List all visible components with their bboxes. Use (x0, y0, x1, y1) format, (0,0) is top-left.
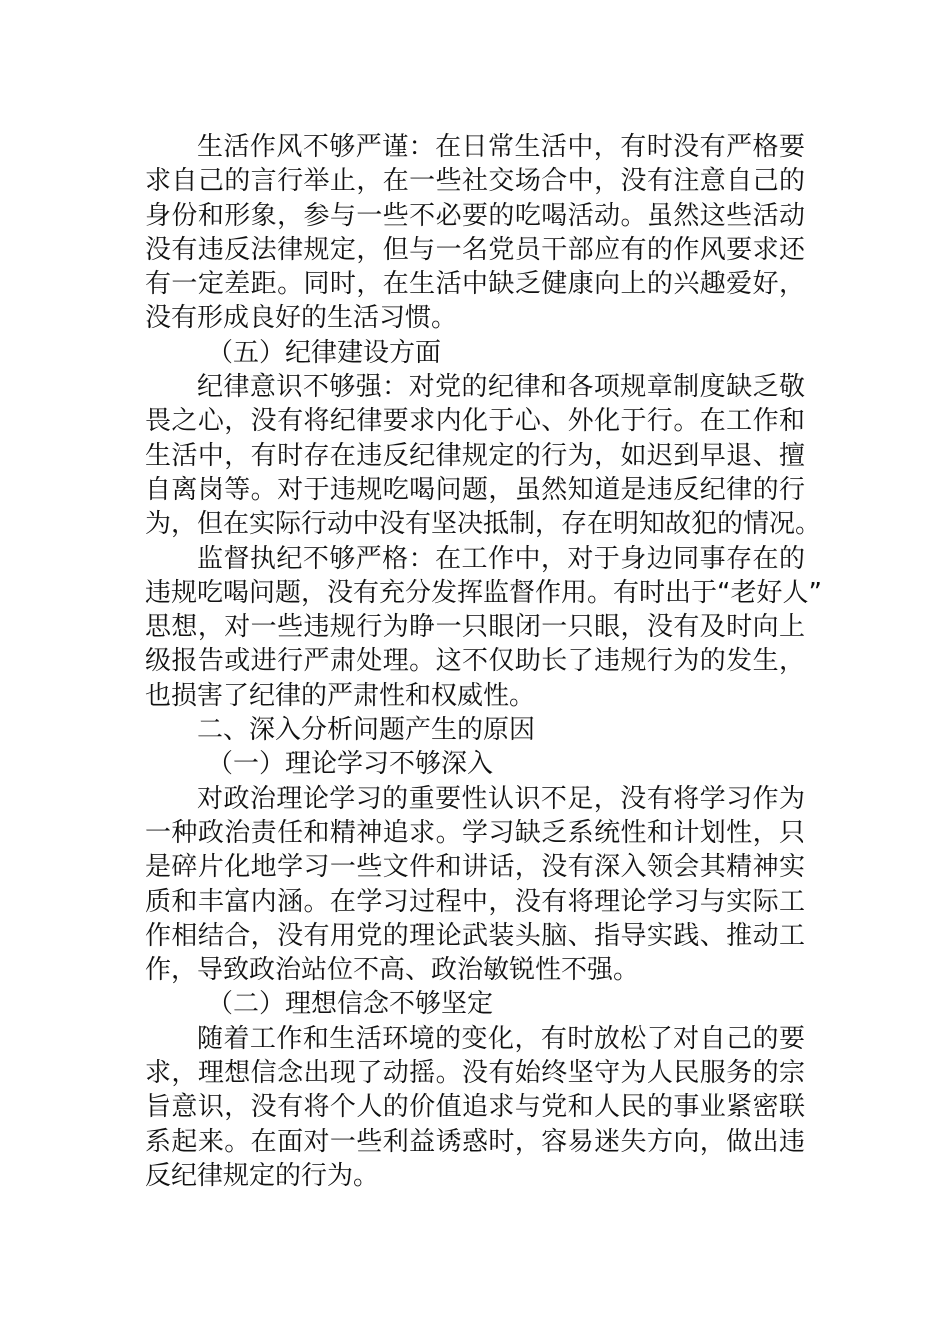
paragraph-line: 生活中，有时存在违反纪律规定的行为，如迟到早退、擅 (145, 440, 805, 471)
paragraph-line: 也损害了纪律的严肃性和权威性。 (145, 680, 536, 711)
paragraph-line: 有一定差距。同时，在生活中缺乏健康向上的兴趣爱好， (145, 269, 805, 300)
paragraph-line: 求，理想信念出现了动摇。没有始终坚守为人民服务的宗 (145, 1058, 805, 1089)
section-heading: 二、深入分析问题产生的原因 (197, 715, 536, 746)
paragraph-line: 是碎片化地学习一些文件和讲话，没有深入领会其精神实 (145, 852, 805, 883)
paragraph-line: 没有违反法律规定，但与一名党员干部应有的作风要求还 (145, 234, 805, 265)
paragraph-line: 旨意识，没有将个人的价值追求与党和人民的事业紧密联 (145, 1092, 805, 1123)
paragraph-line: 一种政治责任和精神追求。学习缺乏系统性和计划性，只 (145, 817, 805, 848)
subsection-heading: （一）理论学习不够深入 (207, 749, 494, 780)
paragraph-line: 身份和形象，参与一些不必要的吃喝活动。虽然这些活动 (145, 200, 805, 231)
section-heading: （五）纪律建设方面 (207, 337, 442, 368)
paragraph-line: 生活作风不够严谨：在日常生活中，有时没有严格要 (197, 132, 805, 162)
document-page (145, 130, 822, 1193)
paragraph-line: 思想，对一些违规行为睁一只眼闭一只眼，没有及时向上 (145, 612, 805, 643)
paragraph-line: 作，导致政治站位不高、政治敏锐性不强。 (145, 955, 640, 986)
paragraph-line: 违规吃喝问题，没有充分发挥监督作用。有时出于“老好人” (145, 577, 822, 608)
paragraph-line: 自离岗等。对于违规吃喝问题，虽然知道是违反纪律的行 (145, 474, 805, 505)
paragraph-line: 系起来。在面对一些利益诱惑时，容易迷失方向，做出违 (145, 1126, 805, 1157)
paragraph-line: 为，但在实际行动中没有坚决抵制，存在明知故犯的情况。 (145, 509, 822, 540)
paragraph-line: 质和丰富内涵。在学习过程中，没有将理论学习与实际工 (145, 886, 805, 917)
paragraph-line: 反纪律规定的行为。 (145, 1160, 380, 1191)
paragraph-line: 求自己的言行举止，在一些社交场合中，没有注意自己的 (145, 166, 805, 197)
paragraph-line: 监督执纪不够严格：在工作中，对于身边同事存在的 (197, 543, 805, 574)
subsection-heading: （二）理想信念不够坚定 (207, 989, 494, 1020)
paragraph-line: 没有形成良好的生活习惯。 (145, 303, 458, 334)
paragraph-line: 纪律意识不够强：对党的纪律和各项规章制度缺乏敬 (197, 372, 805, 403)
paragraph-line: 作相结合，没有用党的理论武装头脑、指导实践、推动工 (145, 920, 805, 951)
paragraph-line: 级报告或进行严肃处理。这不仅助长了违规行为的发生， (145, 646, 805, 677)
paragraph-line: 对政治理论学习的重要性认识不足，没有将学习作为 (197, 783, 805, 814)
paragraph-line: 随着工作和生活环境的变化，有时放松了对自己的要 (197, 1023, 805, 1054)
paragraph-line: 畏之心，没有将纪律要求内化于心、外化于行。在工作和 (145, 406, 805, 437)
